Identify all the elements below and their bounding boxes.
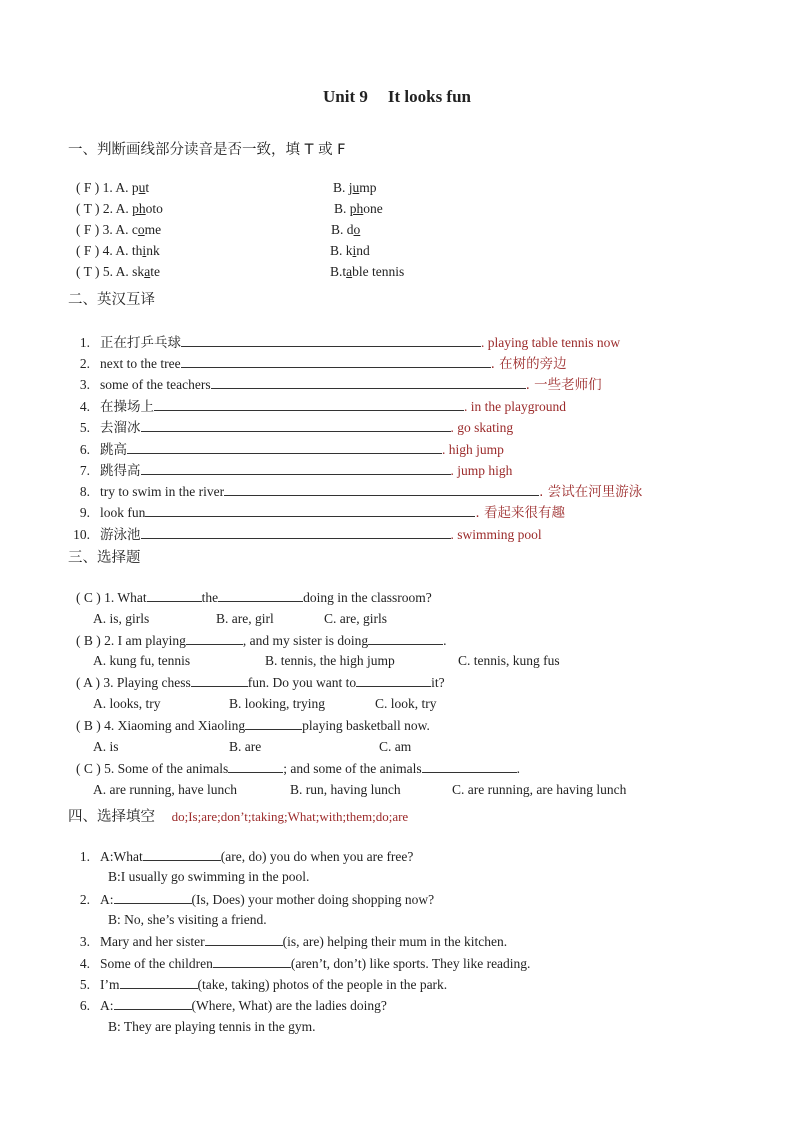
- option-c: [379, 739, 411, 755]
- pronunciation-item: ( F ) 4. A. think: [76, 243, 160, 258]
- question-start: A:: [100, 998, 114, 1013]
- option-text: B. are, girl: [216, 611, 274, 626]
- item-prompt: 在操场上: [100, 399, 154, 415]
- option-text: C. am: [379, 739, 412, 754]
- option-a: [93, 782, 237, 798]
- question-text: 4. Xiaoming and Xiaoling: [104, 718, 246, 733]
- question-end: (aren’t, don’t) like sports. They like reading.: [290, 956, 531, 971]
- question-text: 2. I am playing: [104, 633, 186, 648]
- answer-blank[interactable]: [245, 717, 302, 730]
- option-a: [93, 653, 190, 669]
- word-a-end: me: [144, 222, 162, 237]
- item-number: 7.: [79, 463, 90, 478]
- item-number: 3. A.: [102, 222, 129, 237]
- pronunciation-item: ( T ) 2. A. photo: [76, 201, 163, 216]
- item-number: 1.: [79, 335, 90, 350]
- translation-item: [68, 501, 565, 521]
- translation-item: [68, 438, 504, 458]
- word-b-start: B. d: [331, 222, 354, 237]
- word-a-end: nk: [146, 243, 160, 258]
- answer-mark: B: [83, 633, 93, 648]
- word-b-end: mp: [359, 180, 377, 195]
- pronunciation-item-b: [331, 222, 360, 238]
- answer-blank[interactable]: [143, 848, 221, 861]
- item-answer: . playing table tennis now: [481, 335, 621, 350]
- word-b-start: B.: [334, 201, 350, 216]
- question-text: the: [201, 590, 219, 605]
- question-text: doing in the classroom?: [303, 590, 432, 605]
- translation-blank[interactable]: [141, 526, 451, 539]
- word-a-underlined: i: [142, 243, 147, 258]
- unit-name: It looks fun: [387, 87, 471, 106]
- item-number: 9.: [79, 505, 90, 520]
- translation-item: [68, 395, 566, 415]
- question-end: (is, are) helping their mum in the kitchen.: [282, 934, 508, 949]
- item-number: 2.: [79, 356, 90, 371]
- translation-item: [68, 352, 567, 372]
- item-number: 2.: [79, 892, 90, 907]
- multiple-choice-question: ( B ) 2. I am playing , and my sister is doing .: [76, 633, 447, 648]
- answer-blank[interactable]: [213, 955, 291, 968]
- question-start: Some of the children: [100, 956, 213, 971]
- item-answer: . jump high: [450, 463, 513, 478]
- answer-blank[interactable]: [228, 760, 283, 773]
- item-number: 5.: [79, 420, 90, 435]
- item-answer: . 一些老师们: [525, 377, 602, 393]
- translation-item: [68, 373, 602, 393]
- item-number: 5.: [79, 977, 90, 992]
- word-b-end: one: [363, 201, 383, 216]
- question-text: ; and some of the animals: [283, 761, 422, 776]
- pronunciation-item: ( F ) 3. A. come: [76, 222, 162, 237]
- option-text: B. are: [229, 739, 262, 754]
- reply-line: [108, 869, 309, 885]
- pronunciation-item-b: [330, 264, 404, 280]
- word-a-underlined: a: [144, 264, 151, 279]
- unit-label: Unit 9: [322, 87, 368, 106]
- answer-blank[interactable]: [218, 589, 303, 602]
- reply-line: [108, 1019, 315, 1035]
- word-a-start: p: [131, 180, 139, 195]
- translation-blank[interactable]: [181, 334, 481, 347]
- question-text: it?: [431, 675, 445, 690]
- answer-mark: B: [83, 718, 93, 733]
- fill-in-question: [68, 976, 447, 993]
- item-answer: . 看起来很有趣: [475, 505, 565, 521]
- answer-blank[interactable]: [205, 933, 283, 946]
- fill-in-question: [68, 933, 507, 950]
- option-a: [93, 739, 119, 755]
- option-text: A. kung fu, tennis: [93, 653, 191, 668]
- section-2-heading: 二、英汉互译: [68, 292, 155, 308]
- answer-mark: C: [83, 590, 93, 605]
- word-a-underlined: u: [138, 180, 146, 195]
- option-text: A. is, girls: [93, 611, 150, 626]
- translation-blank[interactable]: [141, 419, 451, 432]
- translation-item: [68, 331, 620, 351]
- reply-text: B:I usually go swimming in the pool.: [108, 869, 310, 884]
- word-a-end: t: [145, 180, 150, 195]
- item-answer: . go skating: [450, 420, 514, 435]
- question-text: .: [443, 633, 447, 648]
- item-number: 10.: [73, 527, 90, 542]
- fill-in-question: [68, 891, 434, 908]
- pronunciation-item: ( T ) 5. A. skate: [76, 264, 160, 279]
- translation-item: [68, 480, 642, 500]
- translation-blank[interactable]: [181, 355, 491, 368]
- item-prompt: 跳高: [100, 442, 127, 458]
- answer-mark: C: [83, 761, 93, 776]
- reply-text: B: No, she’s visiting a friend.: [108, 912, 267, 927]
- word-a-underlined: ph: [132, 201, 146, 216]
- word-b-underlined: u: [352, 180, 360, 195]
- answer-mark: F: [83, 222, 92, 237]
- item-answer: . swimming pool: [450, 527, 542, 542]
- question-end: (take, taking) photos of the people in the park.: [197, 977, 448, 992]
- option-text: C. tennis, kung fus: [458, 653, 560, 668]
- answer-blank[interactable]: [147, 589, 202, 602]
- option-a: [93, 611, 149, 627]
- word-a-end: oto: [145, 201, 163, 216]
- option-text: C. are, girls: [324, 611, 387, 626]
- question-text: fun. Do you want to: [247, 675, 357, 690]
- question-end: (Where, What) are the ladies doing?: [191, 998, 387, 1013]
- item-answer: . high jump: [442, 442, 504, 457]
- word-b-underlined: i: [352, 243, 357, 258]
- answer-mark: T: [83, 264, 92, 279]
- item-prompt: look fun: [100, 505, 146, 520]
- option-b: [229, 696, 325, 712]
- question-text: 1. What: [104, 590, 147, 605]
- pronunciation-item: ( F ) 1. A. put: [76, 180, 150, 195]
- reply-text: B: They are playing tennis in the gym.: [108, 1019, 316, 1034]
- item-number: 4.: [79, 399, 90, 414]
- section-4-heading: [68, 805, 408, 826]
- multiple-choice-question: ( C ) 5. Some of the animals ; and some of the animals .: [76, 761, 520, 776]
- option-c: [452, 782, 626, 798]
- item-prompt: some of the teachers: [100, 377, 211, 392]
- item-number: 1. A.: [102, 180, 129, 195]
- page-title: [0, 87, 794, 107]
- section-4-title: 四、选择填空: [68, 809, 155, 825]
- answer-blank[interactable]: [114, 997, 192, 1010]
- word-b-start: B. k: [330, 243, 353, 258]
- word-b-underlined: o: [353, 222, 361, 237]
- pronunciation-item-b: [333, 180, 377, 196]
- question-text: 5. Some of the animals: [104, 761, 229, 776]
- option-text: C. are running, are having lunch: [452, 782, 627, 797]
- word-bank: do;Is;are;don’t;taking;What;with;them;do;are: [171, 809, 409, 824]
- item-number: 8.: [79, 484, 90, 499]
- question-text: playing basketball now.: [302, 718, 430, 733]
- item-number: 6.: [79, 998, 90, 1013]
- option-b: [290, 782, 401, 798]
- word-a-underlined: o: [137, 222, 145, 237]
- fill-in-question: [68, 997, 387, 1014]
- word-a-start: sk: [132, 264, 145, 279]
- section-3-heading: 三、选择题: [68, 550, 141, 566]
- pronunciation-item-b: [334, 201, 383, 217]
- answer-blank[interactable]: [368, 632, 443, 645]
- question-start: A:: [100, 892, 114, 907]
- question-text: 3. Playing chess: [103, 675, 191, 690]
- answer-blank[interactable]: [186, 632, 243, 645]
- item-answer: . in the playground: [464, 399, 566, 414]
- word-b-start: B. j: [333, 180, 353, 195]
- multiple-choice-question: ( C ) 1. What the doing in the classroom?: [76, 590, 432, 605]
- item-prompt: 去溜冰: [100, 420, 141, 436]
- option-text: A. looks, try: [93, 696, 161, 711]
- question-end: (are, do) you do when you are free?: [220, 849, 414, 864]
- word-a-end: te: [150, 264, 160, 279]
- option-b: [229, 739, 261, 755]
- word-a-start: th: [131, 243, 143, 258]
- multiple-choice-question: ( B ) 4. Xiaoming and Xiaoling playing basketball now.: [76, 718, 430, 733]
- item-number: 3.: [79, 934, 90, 949]
- answer-blank[interactable]: [191, 674, 248, 687]
- word-b-end: nd: [356, 243, 370, 258]
- option-text: B. run, having lunch: [290, 782, 401, 797]
- translation-item: [68, 523, 542, 543]
- translation-blank[interactable]: [154, 398, 464, 411]
- option-text: A. is: [93, 739, 119, 754]
- answer-mark: F: [83, 180, 92, 195]
- word-b-underlined: a: [346, 264, 353, 279]
- question-text: , and my sister is doing: [242, 633, 369, 648]
- answer-blank[interactable]: [356, 674, 431, 687]
- question-start: Mary and her sister: [100, 934, 205, 949]
- item-prompt: 游泳池: [100, 527, 141, 543]
- translation-blank[interactable]: [145, 504, 475, 517]
- item-number: 5. A.: [102, 264, 129, 279]
- translation-blank[interactable]: [127, 441, 442, 454]
- word-b-end: ble tennis: [352, 264, 405, 279]
- fill-in-question: [68, 848, 413, 865]
- item-number: 1.: [79, 849, 90, 864]
- option-text: A. are running, have lunch: [93, 782, 237, 797]
- question-text: .: [516, 761, 520, 776]
- translation-blank[interactable]: [141, 462, 451, 475]
- answer-blank[interactable]: [114, 891, 192, 904]
- option-text: B. tennis, the high jump: [265, 653, 395, 668]
- question-end: (Is, Does) your mother doing shopping now?: [191, 892, 435, 907]
- pronunciation-item-b: [330, 243, 370, 259]
- fill-in-question: [68, 955, 530, 972]
- item-number: 2. A.: [102, 201, 129, 216]
- answer-blank[interactable]: [422, 760, 517, 773]
- item-number: 6.: [79, 442, 90, 457]
- item-answer: . 尝试在河里游泳: [539, 484, 643, 500]
- answer-mark: T: [83, 201, 92, 216]
- option-text: C. look, try: [375, 696, 437, 711]
- item-prompt: 跳得高: [100, 463, 141, 479]
- multiple-choice-question: ( A ) 3. Playing chess fun. Do you want to it?: [76, 675, 445, 690]
- translation-blank[interactable]: [224, 483, 539, 496]
- word-b-underlined: ph: [349, 201, 364, 216]
- word-a-start: c: [131, 222, 138, 237]
- option-b: [216, 611, 274, 627]
- item-number: 3.: [79, 377, 90, 392]
- question-start: A:What: [100, 849, 143, 864]
- item-prompt: next to the tree: [100, 356, 181, 371]
- item-number: 4. A.: [102, 243, 129, 258]
- option-c: [458, 653, 560, 669]
- answer-blank[interactable]: [120, 976, 198, 989]
- translation-item: [68, 416, 513, 436]
- option-c: [375, 696, 437, 712]
- word-b-start: B.t: [330, 264, 347, 279]
- item-answer: . 在树的旁边: [490, 356, 567, 372]
- option-c: [324, 611, 387, 627]
- question-start: I’m: [100, 977, 120, 992]
- answer-mark: F: [83, 243, 92, 258]
- item-prompt: try to swim in the river: [100, 484, 225, 499]
- section-1-heading: 一、判断画线部分读音是否一致，填 T 或 F: [68, 142, 346, 158]
- translation-item: [68, 459, 512, 479]
- reply-line: [108, 912, 267, 928]
- option-b: [265, 653, 395, 669]
- option-a: [93, 696, 161, 712]
- translation-blank[interactable]: [211, 376, 526, 389]
- item-prompt: 正在打乒乓球: [100, 335, 181, 351]
- item-number: 4.: [79, 956, 90, 971]
- answer-mark: A: [83, 675, 93, 690]
- option-text: B. looking, trying: [229, 696, 326, 711]
